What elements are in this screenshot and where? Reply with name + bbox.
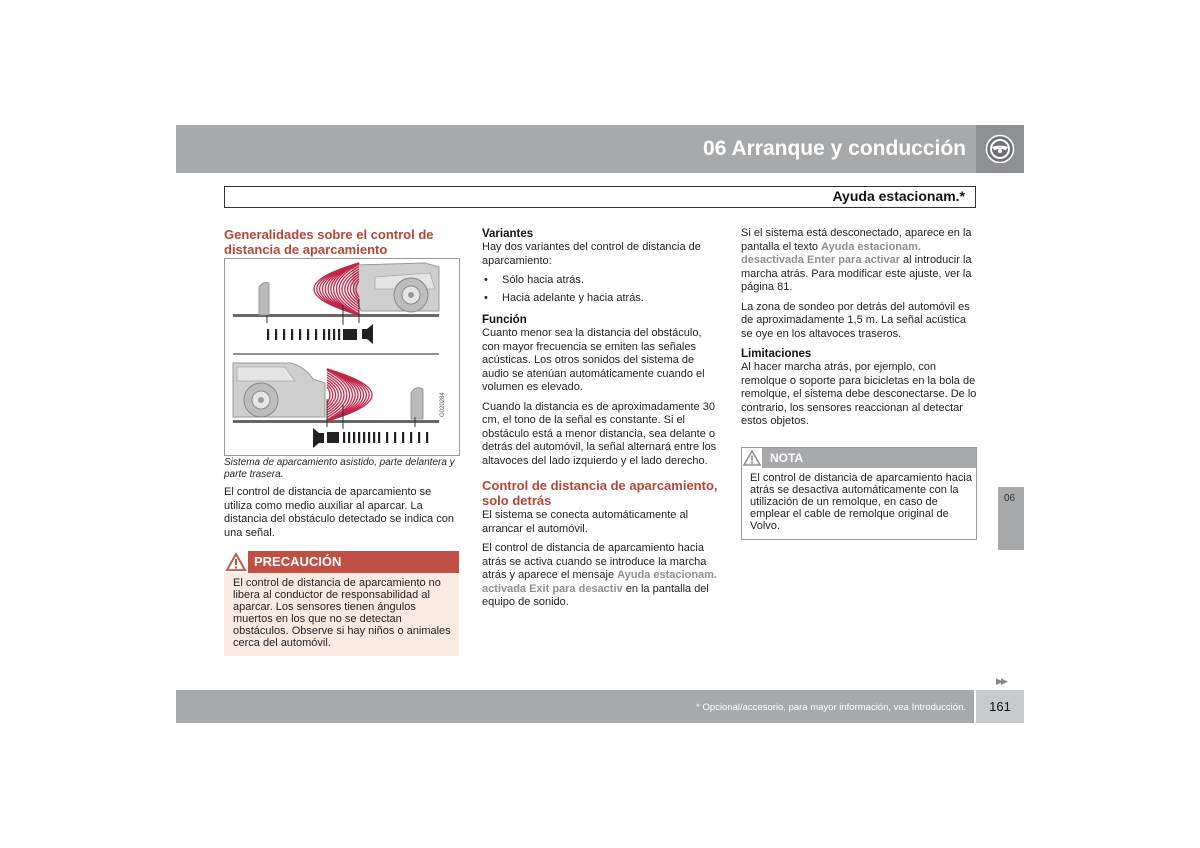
note-box (741, 447, 977, 540)
signal-bar (348, 432, 350, 443)
figure-caption: Sistema de aparcamiento asistido, parte delantera y parte trasera. (224, 457, 455, 480)
signal-bar (363, 432, 365, 443)
signal-bar (338, 329, 340, 340)
parking-diagram (225, 259, 459, 455)
signal-bar (307, 329, 309, 340)
chapter-side-tab (998, 487, 1024, 550)
page-number-box (976, 690, 1024, 723)
rear-p2-post: en la pantalla del equipo de sonido. (482, 582, 709, 608)
list-item: • Hacia adelante y hacia atrás. (482, 292, 720, 306)
signal-bar (291, 329, 293, 340)
continue-arrow-icon: ▶▶ (996, 676, 1006, 686)
p1-pre: Si el sistema está desconectado, aparece en la pantalla el texto (741, 227, 972, 253)
footer-bar (176, 690, 974, 723)
signal-bar (299, 329, 301, 340)
caution-label: PRECAUCIÓN (254, 554, 342, 569)
signal-bar (418, 432, 420, 443)
signal-bar (353, 432, 355, 443)
signal-bar (323, 329, 325, 340)
signal-bar (315, 329, 317, 340)
parking-sensor-illustration (224, 258, 460, 456)
warning-triangle-icon (742, 448, 762, 468)
signal-bar (343, 432, 345, 443)
funcion-heading: Función (482, 314, 527, 326)
display-message-deactivated: Ayuda estacionam. desactivada Enter para activar (741, 240, 921, 266)
page-number: 161 (989, 699, 1011, 714)
note-text: El control de distancia de aparcamiento hacia atrás se desactiva automáticamente con la utilización de un remolque, en caso de emplear el cable de remolque original de Volvo. (750, 472, 972, 532)
signal-bar (275, 329, 277, 340)
signal-bar (333, 329, 335, 340)
sensor-wave (327, 377, 341, 412)
rear-paragraph-2 (482, 542, 720, 610)
signal-bar (426, 432, 428, 443)
signal-bar (283, 329, 285, 340)
signal-bar (327, 432, 339, 443)
deactivated-paragraph (741, 227, 978, 295)
column-2 (482, 227, 720, 616)
p1-post: al introducir la marcha atrás. Para modificar este ajuste, ver la página 81. (741, 254, 972, 293)
signal-bar (378, 432, 380, 443)
rear-paragraph-1: El sistema se conecta automáticamente al arrancar el automóvil. (482, 509, 689, 535)
figure-code: G020284 (440, 392, 446, 417)
column-3 (741, 227, 978, 435)
list-item: • Sólo hacia atrás. (482, 274, 720, 288)
chapter-header-bar (176, 125, 1024, 173)
side-tab-label: 06 (1004, 493, 1016, 504)
rear-p2-pre: El control de distancia de aparcamiento hacia atrás se activa cuando se introduce la marcha atrás y aparece el mensaje (482, 542, 707, 581)
signal-bar (394, 432, 396, 443)
limitaciones-heading: Limitaciones (741, 348, 812, 360)
funcion-paragraph-2: Cuando la distancia es de aproximadamente 30 cm, el tono de la señal es constante. Si el obstáculo está a menor distancia, sea delante o detrás del automóvil, la señal alternará entre los altavoces del lado izquierdo y el lado derecho. (482, 400, 717, 467)
signal-bar (386, 432, 388, 443)
overview-body-text: El control de distancia de aparcamiento se utiliza como medio auxiliar al aparcar. La distancia del obstáculo detectado se indica con una señal. (224, 486, 454, 539)
signal-bar (410, 432, 412, 443)
signal-bar (328, 329, 330, 340)
signal-bar (373, 432, 375, 443)
rear-only-heading: Control de distancia de aparcamiento, solo detrás (482, 478, 718, 508)
zone-paragraph: La zona de sondeo por detrás del automóvil es de aproximadamente 1,5 m. La señal acústica se oye en los altavoces traseros. (741, 300, 970, 340)
display-message-activated: Ayuda estacionam. activada Exit para desactiv (482, 569, 717, 595)
note-label: NOTA (770, 451, 804, 465)
funcion-paragraph-1: Cuanto menor sea la distancia del obstáculo, con mayor frecuencia se emiten las señales acústicas. Los otros sonidos del sistema de audio se atenúan automáticamente cuando el volumen es elevado. (482, 327, 705, 393)
warning-triangle-icon (224, 551, 248, 573)
limitaciones-text: Al hacer marcha atrás, por ejemplo, con remolque o soporte para bicicletas en la bola de remolque, el sistema debe desconectarse. De lo contrario, los sensores reaccionan al detectar estos objetos. (741, 361, 977, 427)
variant-list (482, 274, 720, 305)
signal-bar (267, 329, 269, 340)
variantes-text: Hay dos variantes del control de distancia de aparcamiento: (482, 241, 701, 267)
signal-bar (358, 432, 360, 443)
signal-bar (345, 329, 357, 340)
caution-box (224, 551, 459, 656)
steering-wheel-icon (976, 125, 1024, 173)
overview-heading: Generalidades sobre el control de distancia de aparcamiento (224, 227, 434, 257)
footer-note: * Opcional/accesorio, para mayor información, vea Introducción. (696, 702, 966, 713)
section-title: Ayuda estacionam.* (832, 188, 965, 204)
signal-bar (368, 432, 370, 443)
variantes-heading: Variantes (482, 228, 534, 240)
note-header (742, 448, 976, 468)
caution-text: El control de distancia de aparcamiento no libera al conductor de responsabilidad al aparcar. Los sensores tienen ángulos muertos en los que no se detectan obstáculos. Observe si hay niños o animales cerca del automóvil. (233, 577, 451, 649)
section-title-box (224, 186, 976, 208)
chapter-title: 06 Arranque y conducción (703, 137, 966, 160)
caution-header (224, 551, 459, 573)
signal-bar (343, 329, 345, 340)
signal-bar (402, 432, 404, 443)
